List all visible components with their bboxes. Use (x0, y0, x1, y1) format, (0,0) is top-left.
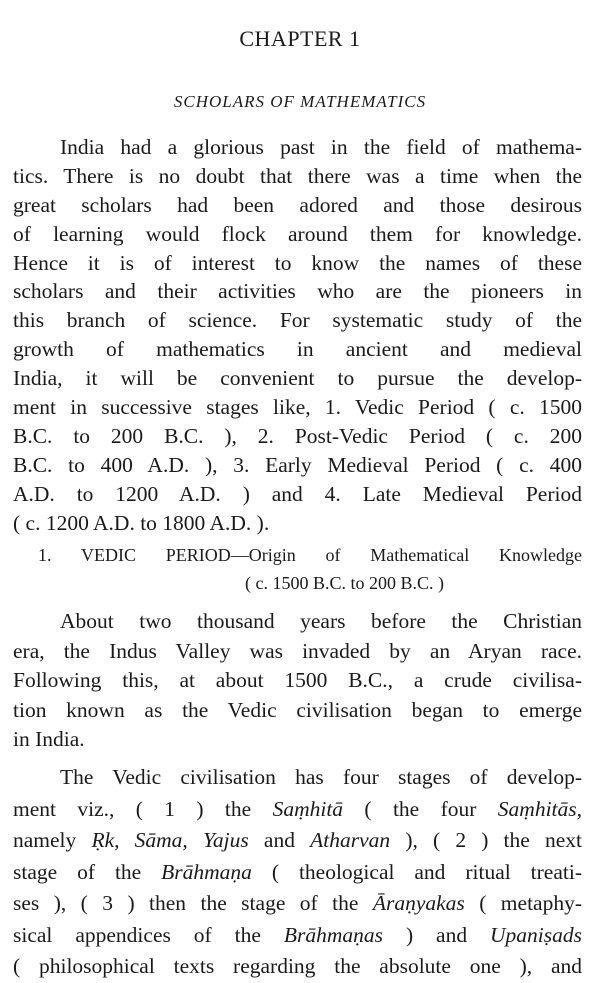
text-line (13, 696, 582, 726)
text-line (13, 393, 582, 422)
italic-term: Āraṇyakas (372, 891, 465, 915)
text-run: ment viz., ( 1 ) the (13, 796, 273, 821)
text-line (13, 162, 582, 191)
text-run: ( c. 1200 A.D. to 1800 A.D. ). (13, 510, 270, 535)
italic-term: Saṃhitās, (497, 796, 583, 821)
text-run: Hence it is of interest to know the names of these (13, 250, 582, 275)
text-line (13, 335, 582, 364)
text-run: great scholars had been adored and those desirous (13, 192, 582, 217)
text-run: tion known as the Vedic civilisation began to emerge (13, 697, 582, 722)
text-line (13, 480, 582, 509)
text-run: ) and (383, 922, 491, 947)
text-run: ses ), ( 3 ) then the stage of the (13, 891, 373, 915)
text-run: in India. (13, 727, 85, 751)
text-run: India, it will be convenient to pursue the develop- (13, 366, 582, 391)
text-run: ( metaphy- (464, 891, 582, 915)
italic-term: Brāhmaṇas (283, 922, 383, 947)
text-run: stage of the (13, 859, 162, 884)
text-run: this branch of science. For systematic study of the (13, 308, 582, 333)
text-line (13, 825, 582, 857)
text-run: B.C. to 400 A.D. ), 3. Early Medieval Period ( c. 400 (13, 452, 582, 477)
paragraph-1 (13, 133, 582, 537)
text-line (13, 920, 582, 952)
chapter-title: CHAPTER 1 (239, 26, 361, 51)
text-line (13, 277, 582, 306)
italic-term: Atharvan (310, 828, 391, 852)
text-line (13, 762, 582, 794)
text-line (13, 364, 582, 393)
text-line (13, 725, 582, 755)
text-run: B.C. to 200 B.C. ), 2. Post-Vedic Period ( c. 200 (13, 423, 582, 448)
text-run: Following this, at about 1500 B.C., a crude civilisa- (13, 668, 582, 692)
text-run: scholars and their activities who are the pioneers in (13, 279, 582, 304)
text-run: About two thousand years before the Christian (60, 609, 582, 633)
text-run: ), ( 2 ) the next (390, 828, 582, 852)
text-run: A.D. to 1200 A.D. ) and 4. Late Medieval Period (13, 481, 582, 506)
italic-term: Saṃhitā (272, 796, 344, 821)
text-line (13, 509, 582, 538)
text-line (13, 133, 582, 162)
chapter-subtitle: SCHOLARS OF MATHEMATICS (173, 92, 427, 111)
italic-term: Brāhmaṇa (161, 859, 252, 884)
text-line (13, 666, 582, 696)
italic-term: Upaniṣads (490, 922, 582, 947)
text-run: era, the Indus Valley was invaded by an Aryan race. (13, 638, 582, 663)
text-run: The Vedic civilisation has four stages of develop- (60, 765, 582, 789)
text-line (13, 306, 582, 335)
text-line (13, 220, 582, 249)
text-run: and (248, 828, 311, 852)
paragraph-3 (13, 762, 582, 983)
text-run: India had a glorious past in the field of mathema- (60, 135, 582, 159)
text-run: ( philosophical texts regarding the absolute one ), and (13, 954, 582, 978)
text-line (13, 451, 582, 480)
text-line (13, 191, 582, 220)
text-run: of learning would flock around them for knowledge. (13, 221, 582, 246)
text-line (13, 794, 582, 826)
text-run: ment in successive stages like, 1. Vedic Period ( c. 1500 (13, 395, 582, 420)
section-heading: 1. VEDIC PERIOD—Origin of Mathematical Knowledge (38, 545, 582, 565)
text-line (13, 888, 582, 920)
text-line (13, 951, 582, 983)
text-run: ( theological and ritual treati- (251, 859, 582, 884)
section-heading-period: ( c. 1500 B.C. to 200 B.C. ) (245, 573, 445, 593)
text-run: namely (13, 828, 92, 852)
text-line (13, 607, 582, 637)
paragraph-2 (13, 607, 582, 755)
text-line (13, 422, 582, 451)
italic-term: Ṛk, Sāma, Yajus (91, 828, 249, 852)
text-run: tics. There is no doubt that there was a time when the (13, 163, 582, 188)
text-line (13, 857, 582, 889)
text-run: sical appendices of the (13, 922, 284, 947)
text-line (13, 249, 582, 278)
text-run: growth of mathematics in ancient and medieval (13, 337, 582, 362)
text-run: ( the four (343, 796, 498, 821)
text-line (13, 637, 582, 667)
